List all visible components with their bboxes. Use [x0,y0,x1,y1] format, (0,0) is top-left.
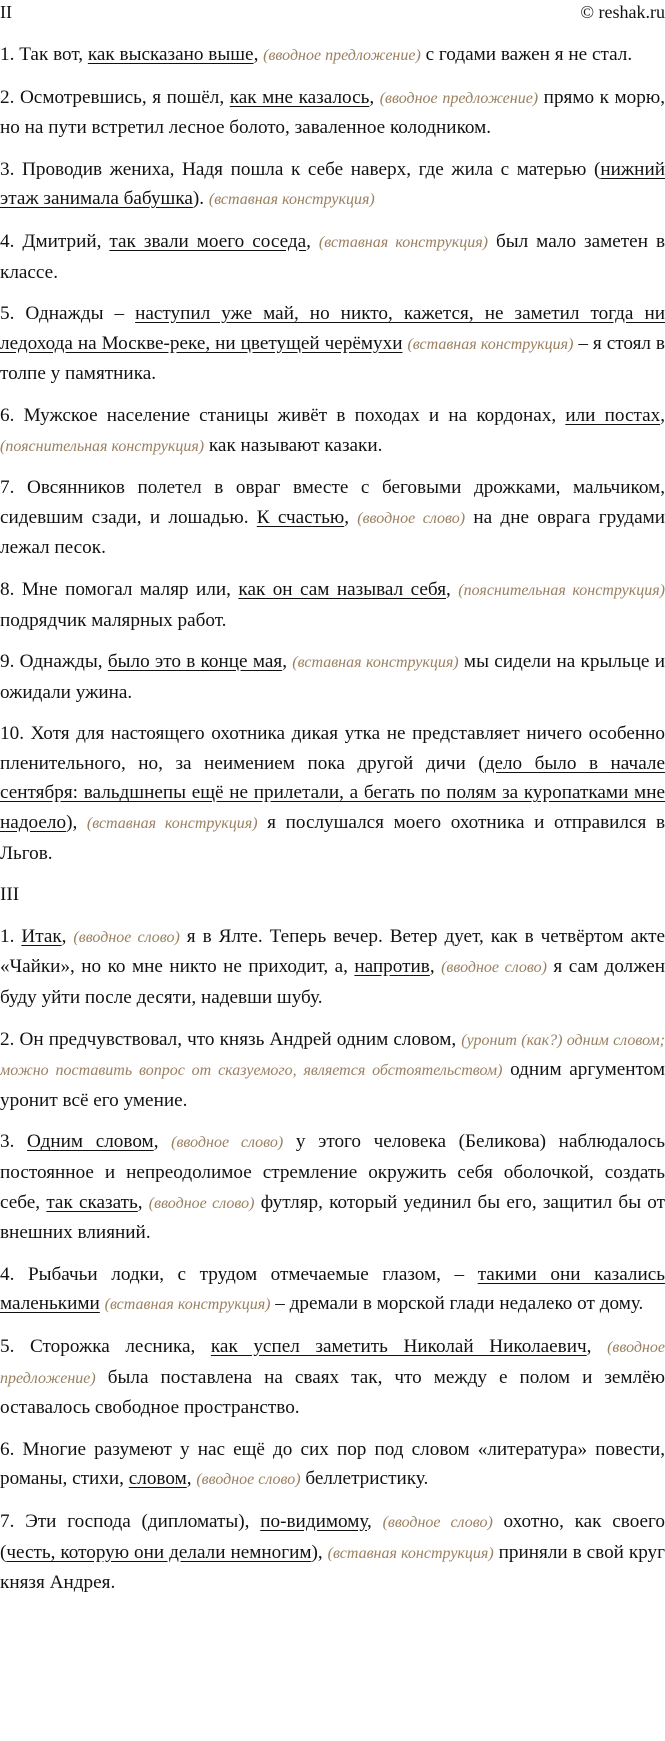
sentence-text: 6. Многие разумеют у нас ещё до сих пор под словом «литература» повести, романы, стихи, [0,1438,665,1490]
grammar-note: (вставная конструкция) [407,335,574,353]
grammar-note: (вставная конструкция) [318,233,488,251]
section-3-exercises [0,922,665,1598]
sentence-text: ), [66,812,87,834]
document-body [0,40,665,1610]
sentence-text: 6. Мужское население станицы живёт в походах и на кордонах, [0,404,566,426]
underlined-phrase: Итак [21,925,62,947]
sentence-item [0,83,665,143]
sentence-item [0,1435,665,1495]
sentence-text: 4. Рыбачьи лодки, с трудом отмечаемые глазом, – [0,1263,478,1285]
grammar-note: (вводное слово) [148,1194,255,1212]
sentence-text: 2. Он предчувствовал, что князь Андрей одним словом, [0,1028,462,1050]
sentence-item [0,1332,665,1423]
sentence-item [0,473,665,563]
underlined-phrase: как мне казалось [229,86,370,108]
sentence-item [0,1260,665,1320]
grammar-note: (уронит (как?) одним словом; можно поставить вопрос от сказуемого, является обстоятельством) [0,1031,665,1080]
sentence-text: , [660,404,665,426]
page-header [0,0,665,26]
sentence-text: , [186,1468,197,1490]
grammar-note: (вводное слово) [196,1471,301,1489]
sentence-text: был мало заметен в классе. [0,230,665,283]
grammar-note: (вводное слово) [73,928,180,946]
sentence-text: , [446,578,459,600]
underlined-phrase: дело было в начале сентября: вальдшнепы ещё не прилетали, а бегать по полям за куропатками мне надоело [0,752,665,834]
grammar-note: (вводное слово) [441,959,547,977]
underlined-phrase: как высказано выше [87,44,254,65]
underlined-phrase: было это в конце мая [107,651,283,673]
section-heading: III [0,884,20,906]
sentence-item [0,155,665,215]
grammar-note: (вводное предложение) [379,89,539,107]
sentence-text: с годами важен я не стал. [420,44,633,65]
underlined-phrase: так сказать [46,1191,138,1213]
sentence-text: 7. Овсянников полетел в овраг вместе с беговыми дрожками, мальчиком, сидевшим сзади, и лошадью. [0,477,665,528]
underlined-phrase: словом [128,1468,187,1490]
underlined-phrase: напротив [354,956,430,978]
sentence-text: , [586,1335,608,1357]
underlined-phrase: или постах [565,404,661,426]
section-2-exercises [0,40,665,868]
sentence-item [0,1507,665,1598]
sentence-text: , [344,506,358,528]
sentence-text: охотно, как своего ( [0,1510,665,1563]
sentence-text: приняли в свой круг князя Андрея. [0,1541,665,1594]
underlined-phrase: как он сам называл себя [238,578,447,600]
sentence-text: прямо к морю, но на пути встретил лесное болото, заваленное колодником. [0,86,665,139]
underlined-phrase: такими они казались маленькими [0,1263,665,1315]
sentence-text: – я стоял в толпе у памятника. [0,332,665,385]
grammar-note: (вводное слово) [382,1513,493,1531]
sentence-text: , [137,1191,149,1213]
underlined-phrase: наступил уже май, но никто, кажется, не заметил тогда ни ледохода на Москве-реке, ни цветущей черёмухи [0,303,665,354]
sentence-text: , [282,651,293,673]
sentence-item [0,1127,665,1247]
underlined-phrase: честь, которую они делали немногим [6,1541,312,1563]
sentence-text: 1. Так вот, [0,44,88,65]
sentence-text: была поставлена на сваях так, что между е полом и землёю оставалось свободное пространство. [0,1366,665,1419]
underlined-phrase: К счастью [256,506,345,528]
sentence-text: 4. Дмитрий, [0,230,110,252]
sentence-text: , [367,1510,383,1532]
sentence-text: , [429,956,442,978]
sentence-text: мы сидели на крыльце и ожидали ужина. [0,651,665,703]
sentence-item [0,719,665,868]
sentence-text: одним аргументом уронит всё его умение. [0,1059,665,1111]
sentence-text: 5. Однажды – [0,303,136,325]
sentence-text: , [253,44,264,65]
underlined-phrase: нижний этаж занимала бабушка [0,158,665,210]
sentence-text: я послушался моего охотника и отправился в Льгов. [0,812,665,864]
grammar-note: (пояснительная конструкция) [458,581,665,599]
sentence-text: 10. Хотя для настоящего охотника дикая утка не представляет ничего особенно пленительного, но, за неимением пока другой дичи ( [0,723,665,774]
grammar-note: (вводное предложение) [263,47,421,64]
underlined-phrase: Одним словом [27,1131,154,1153]
sentence-text: подрядчик малярных работ. [0,609,227,631]
sentence-text: я сам должен буду уйти после десяти, надевши шубу. [0,956,665,1009]
sentence-text: на дне оврага грудами лежал песок. [0,506,665,559]
sentence-text: 3. Проводив жениха, Надя пошла к себе наверх, где жила с матерью ( [0,158,601,180]
sentence-text: 2. Осмотревшись, я пошёл, [0,86,230,108]
grammar-note: (вставная конструкция) [327,1544,494,1562]
sentence-item [0,40,665,71]
grammar-note: (вставная конструкция) [104,1296,271,1314]
grammar-note: (вставная конструкция) [208,191,375,209]
sentence-text: футляр, который уединил бы его, защитил бы от внешних влияний. [0,1191,665,1244]
sentence-text: я в Ялте. Теперь вечер. Ветер дует, как в четвёртом акте «Чайки», но ко мне никто не приходит, а, [0,925,665,978]
sentence-item [0,647,665,707]
grammar-note: (вводное слово) [171,1134,284,1152]
sentence-text: 3. [0,1131,28,1153]
sentence-text: , [369,86,380,108]
sentence-text: , [153,1131,172,1153]
sentence-text: ), [311,1541,328,1563]
sentence-item [0,227,665,287]
sentence-item [0,922,665,1013]
sentence-text: у этого человека (Беликова) наблюдалось постоянное и непреодолимое стремление окружить себя оболочкой, создать себе, [0,1131,665,1213]
grammar-note: (вставная конструкция) [292,654,459,672]
underlined-phrase: так звали моего соседа [109,230,307,252]
sentence-item [0,299,665,389]
underlined-phrase: как успел заметить Николай Николаевич [210,1335,587,1357]
grammar-note: (вводное предложение) [0,1338,665,1387]
sentence-item [0,401,665,461]
section-number-top: II [0,2,12,22]
grammar-note: (вставная конструкция) [86,815,258,833]
sentence-text: , [306,230,319,252]
sentence-text: 1. [0,925,22,947]
site-credit: © reshak.ru [580,2,665,22]
sentence-text: 8. Мне помогал маляр или, [0,578,239,600]
sentence-text: 7. Эти господа (дипломаты), [0,1510,261,1532]
sentence-text: , [61,925,74,947]
sentence-text: 9. Однажды, [0,651,108,673]
sentence-text: как называют казаки. [204,434,383,456]
sentence-text: – дремали в морской глади недалеко от дому. [270,1293,644,1315]
sentence-text: ). [192,188,209,210]
sentence-text: 5. Сторожка лесника, [0,1335,211,1357]
sentence-item [0,1025,665,1116]
underlined-phrase: по-видимому [260,1510,368,1532]
grammar-note: (вводное слово) [357,509,466,527]
sentence-item [0,575,665,635]
sentence-text: беллетристику. [300,1468,429,1490]
grammar-note: (пояснительная конструкция) [0,437,205,455]
